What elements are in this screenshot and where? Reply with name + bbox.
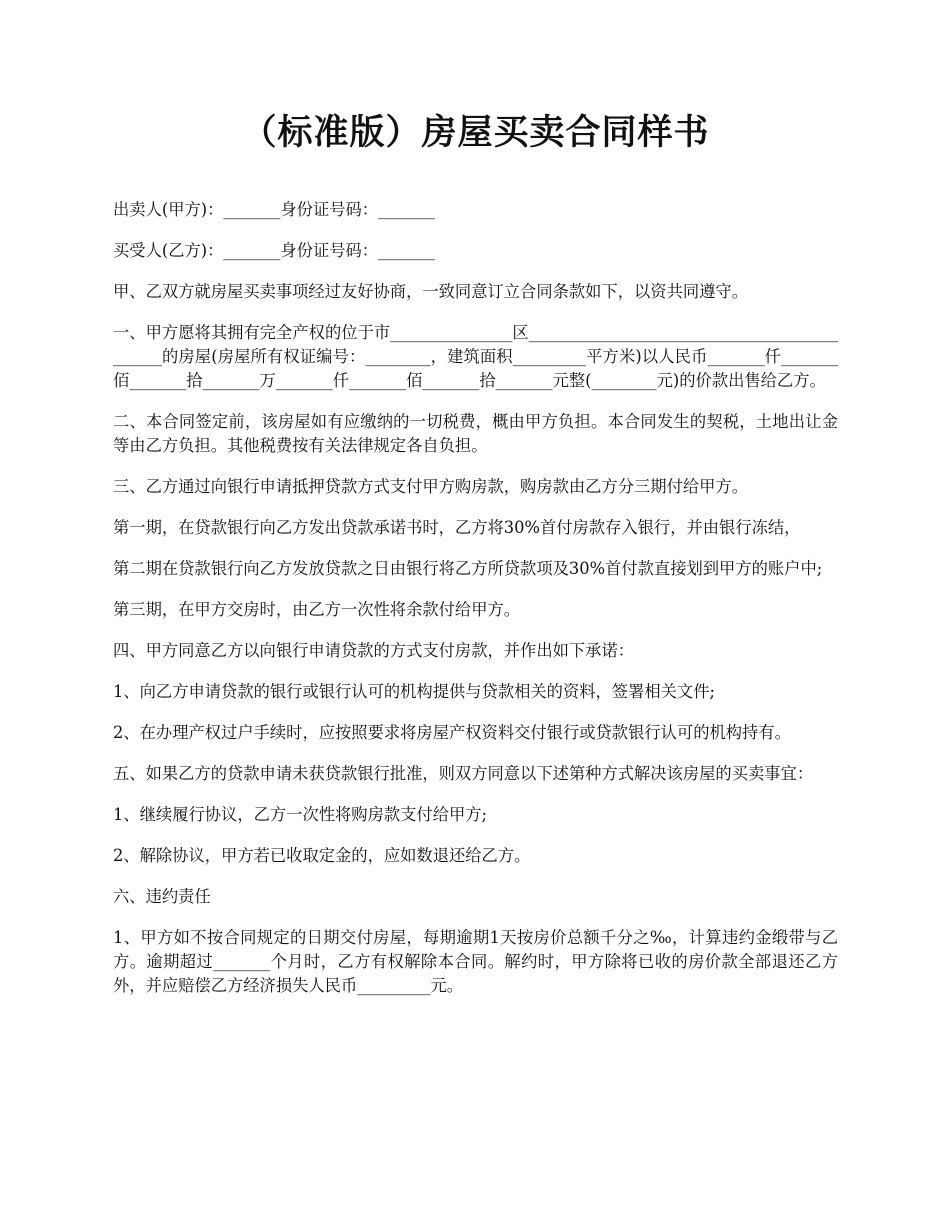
clause-6-heading: 六、违约责任 bbox=[113, 887, 211, 906]
clause-3-payment: 三、乙方通过向银行申请抵押贷款方式支付甲方购房款，购房款由乙方分三期付给甲方。 bbox=[113, 477, 748, 496]
liability-item-1: 1、甲方如不按合同规定的日期交付房屋，每期逾期1天按房价总额千分之‰，计算违约金缎带与乙方。逾期超过_______个月时，乙方有权解除本合同。解约时，甲方除将已收的房价款全部退还乙方外，并应赔偿乙方经济损失人民币_________元。 bbox=[113, 928, 838, 995]
commitment-item-2: 2、在办理产权过户手续时，应按照要求将房屋产权资料交付银行或贷款银行认可的机构持有。 bbox=[113, 723, 791, 742]
document-title: （标准版）房屋买卖合同样书 bbox=[241, 112, 710, 153]
clause-5-loan-rejection: 五、如果乙方的贷款申请未获贷款银行批准，则双方同意以下述第种方式解决该房屋的买卖事宜： bbox=[113, 764, 814, 783]
payment-phase-3: 第三期，在甲方交房时，由乙方一次性将余款付给甲方。 bbox=[113, 600, 521, 619]
clause-4-seller-commitments: 四、甲方同意乙方以向银行申请贷款的方式支付房款，并作出如下承诺： bbox=[113, 641, 635, 660]
preamble-paragraph: 甲、乙双方就房屋买卖事项经过友好协商，一致同意订立合同条款如下，以资共同遵守。 bbox=[113, 282, 748, 301]
clause-2-taxes: 二、本合同签定前，该房屋如有应缴纳的一切税费，概由甲方负担。本合同发生的契税，土地出让金等由乙方负担。其他税费按有关法律规定各自负担。 bbox=[113, 412, 838, 455]
rejection-option-2: 2、解除协议，甲方若已收取定金的，应如数退还给乙方。 bbox=[113, 846, 531, 865]
rejection-option-1: 1、继续履行协议，乙方一次性将购房款支付给甲方; bbox=[113, 805, 488, 824]
seller-line: 出卖人(甲方)：_______身份证号码：_______ bbox=[113, 200, 436, 219]
clause-1-property-price: 一、甲方愿将其拥有完全产权的位于市_______________区____________________________________________的房屋(房屋所有权证编号：________，建筑面积_________平方米)以人民币_______仟_______佰_______拾_______万_______仟_______佰_______拾_______元整(________元)的价款出售给乙方。 bbox=[113, 323, 838, 390]
payment-phase-2: 第二期在贷款银行向乙方发放贷款之日由银行将乙方所贷款项及30%首付款直接划到甲方的账户中; bbox=[113, 559, 823, 578]
commitment-item-1: 1、向乙方申请贷款的银行或银行认可的机构提供与贷款相关的资料，签署相关文件; bbox=[113, 682, 715, 701]
buyer-line: 买受人(乙方)：_______身份证号码：_______ bbox=[113, 241, 436, 260]
payment-phase-1: 第一期，在贷款银行向乙方发出贷款承诺书时，乙方将30%首付房款存入银行，并由银行冻结， bbox=[113, 518, 801, 537]
